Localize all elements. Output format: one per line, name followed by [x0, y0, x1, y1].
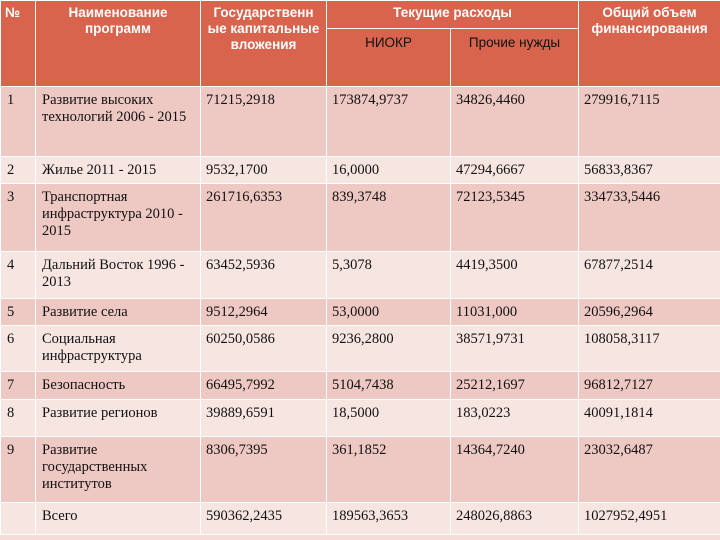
cell-total: 1027952,4951 [579, 503, 720, 535]
cell-name: Дальний Восток 1996 - 2013 [36, 252, 201, 299]
cell-no: 2 [1, 157, 36, 184]
cell-name: Транспортная инфраструктура 2010 - 2015 [36, 184, 201, 252]
cell-no: 7 [1, 372, 36, 400]
col-header-niokr: НИОКР [327, 29, 451, 87]
table-row [1, 252, 720, 299]
cell-capital: 9532,1700 [201, 157, 327, 184]
cell-niokr: 9236,2800 [327, 326, 451, 372]
cell-other: 14364,7240 [451, 437, 579, 503]
cell-name: Социальная инфраструктура [36, 326, 201, 372]
cell-total: 23032,6487 [579, 437, 720, 503]
cell-no: 6 [1, 326, 36, 372]
cell-name: Развитие села [36, 299, 201, 326]
cell-total: 96812,7127 [579, 372, 720, 400]
cell-other: 25212,1697 [451, 372, 579, 400]
cell-niokr: 5104,7438 [327, 372, 451, 400]
table-row [1, 326, 720, 372]
table-row [1, 372, 720, 400]
cell-no [1, 503, 36, 535]
table-row [1, 87, 720, 157]
cell-other: 183,0223 [451, 400, 579, 437]
cell-total: 279916,7115 [579, 87, 720, 157]
table-row [1, 400, 720, 437]
cell-capital: 71215,2918 [201, 87, 327, 157]
table-row [1, 299, 720, 326]
cell-capital: 39889,6591 [201, 400, 327, 437]
cell-niokr: 173874,9737 [327, 87, 451, 157]
cell-no: 1 [1, 87, 36, 157]
cell-total: 108058,3117 [579, 326, 720, 372]
col-header-name: Наименование программ [36, 1, 201, 87]
cell-no: 4 [1, 252, 36, 299]
table-row [1, 184, 720, 252]
cell-other: 4419,3500 [451, 252, 579, 299]
table-row [1, 157, 720, 184]
col-header-other: Прочие нужды [451, 29, 579, 87]
col-header-current: Текущие расходы [327, 1, 579, 29]
table-row-total [1, 503, 720, 535]
cell-niokr: 18,5000 [327, 400, 451, 437]
cell-other: 47294,6667 [451, 157, 579, 184]
cell-name: Развитие регионов [36, 400, 201, 437]
cell-capital: 261716,6353 [201, 184, 327, 252]
cell-niokr: 189563,3653 [327, 503, 451, 535]
cell-capital: 590362,2435 [201, 503, 327, 535]
cell-no: 8 [1, 400, 36, 437]
cell-name: Безопасность [36, 372, 201, 400]
cell-capital: 66495,7992 [201, 372, 327, 400]
cell-name: Развитие государственных институтов [36, 437, 201, 503]
cell-total: 40091,1814 [579, 400, 720, 437]
cell-capital: 60250,0586 [201, 326, 327, 372]
cell-niokr: 361,1852 [327, 437, 451, 503]
table-row [1, 437, 720, 503]
cell-name: Жилье 2011 - 2015 [36, 157, 201, 184]
cell-capital: 8306,7395 [201, 437, 327, 503]
col-header-capital: Государственн ые капитальные вложения [201, 1, 327, 87]
cell-total: 334733,5446 [579, 184, 720, 252]
cell-name: Всего [36, 503, 201, 535]
cell-niokr: 5,3078 [327, 252, 451, 299]
col-header-total: Общий объем финансирования [579, 1, 720, 87]
cell-no: 3 [1, 184, 36, 252]
cell-total: 56833,8367 [579, 157, 720, 184]
cell-other: 38571,9731 [451, 326, 579, 372]
cell-other: 11031,000 [451, 299, 579, 326]
cell-other: 34826,4460 [451, 87, 579, 157]
cell-niokr: 16,0000 [327, 157, 451, 184]
cell-total: 67877,2514 [579, 252, 720, 299]
cell-niokr: 839,3748 [327, 184, 451, 252]
cell-no: 9 [1, 437, 36, 503]
cell-total: 20596,2964 [579, 299, 720, 326]
cell-other: 248026,8863 [451, 503, 579, 535]
col-header-no: № [1, 1, 36, 87]
cell-no: 5 [1, 299, 36, 326]
cell-capital: 63452,5936 [201, 252, 327, 299]
cell-other: 72123,5345 [451, 184, 579, 252]
cell-capital: 9512,2964 [201, 299, 327, 326]
cell-name: Развитие высоких технологий 2006 - 2015 [36, 87, 201, 157]
cell-niokr: 53,0000 [327, 299, 451, 326]
